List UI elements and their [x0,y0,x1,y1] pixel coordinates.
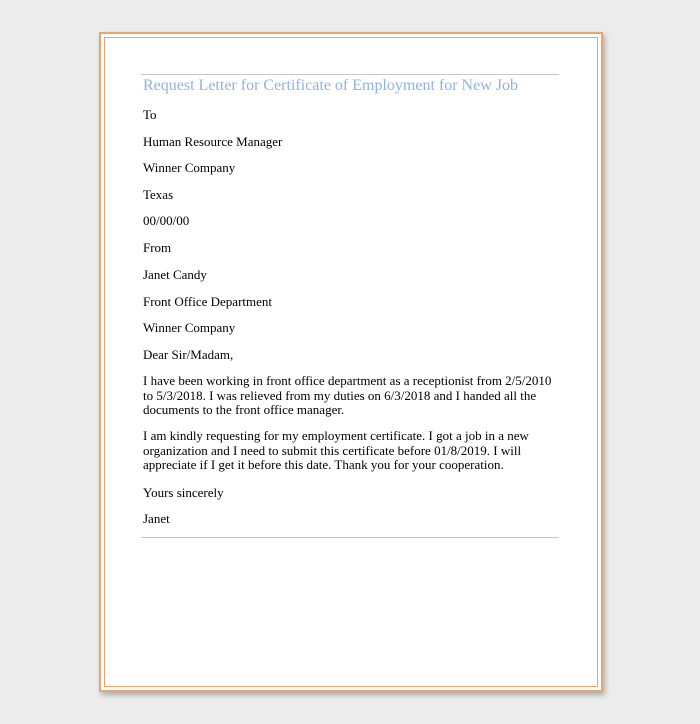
recipient-location: Texas [143,187,174,202]
document-title: Request Letter for Certificate of Employment for New Job [143,77,518,94]
sender-company: Winner Company [143,320,236,335]
recipient-title: Human Resource Manager [143,134,283,149]
body-paragraph-2: I am kindly requesting for my employment certificate. I got a job in a new organization and I need to submit this certificate before 01/8/2019. I will appreciate if I get it before this date. Thank you for your cooperation. [143,428,529,473]
closing: Yours sincerely [143,485,224,500]
letter-date: 00/00/00 [143,213,190,228]
salutation: Dear Sir/Madam, [143,347,234,362]
recipient-company: Winner Company [143,160,236,175]
signature: Janet [143,511,170,526]
sender-name: Janet Candy [143,267,207,282]
to-label: To [143,107,157,122]
letter-page [99,32,603,692]
bottom-divider [141,537,559,538]
body-paragraph-1: I have been working in front office department as a receptionist from 2/5/2010 to 5/3/2018. I was relieved from my duties on 6/3/2018 and I handed all the documents to the front office manager. [143,373,552,418]
sender-department: Front Office Department [143,294,272,309]
top-divider [141,74,559,75]
from-label: From [143,240,172,255]
